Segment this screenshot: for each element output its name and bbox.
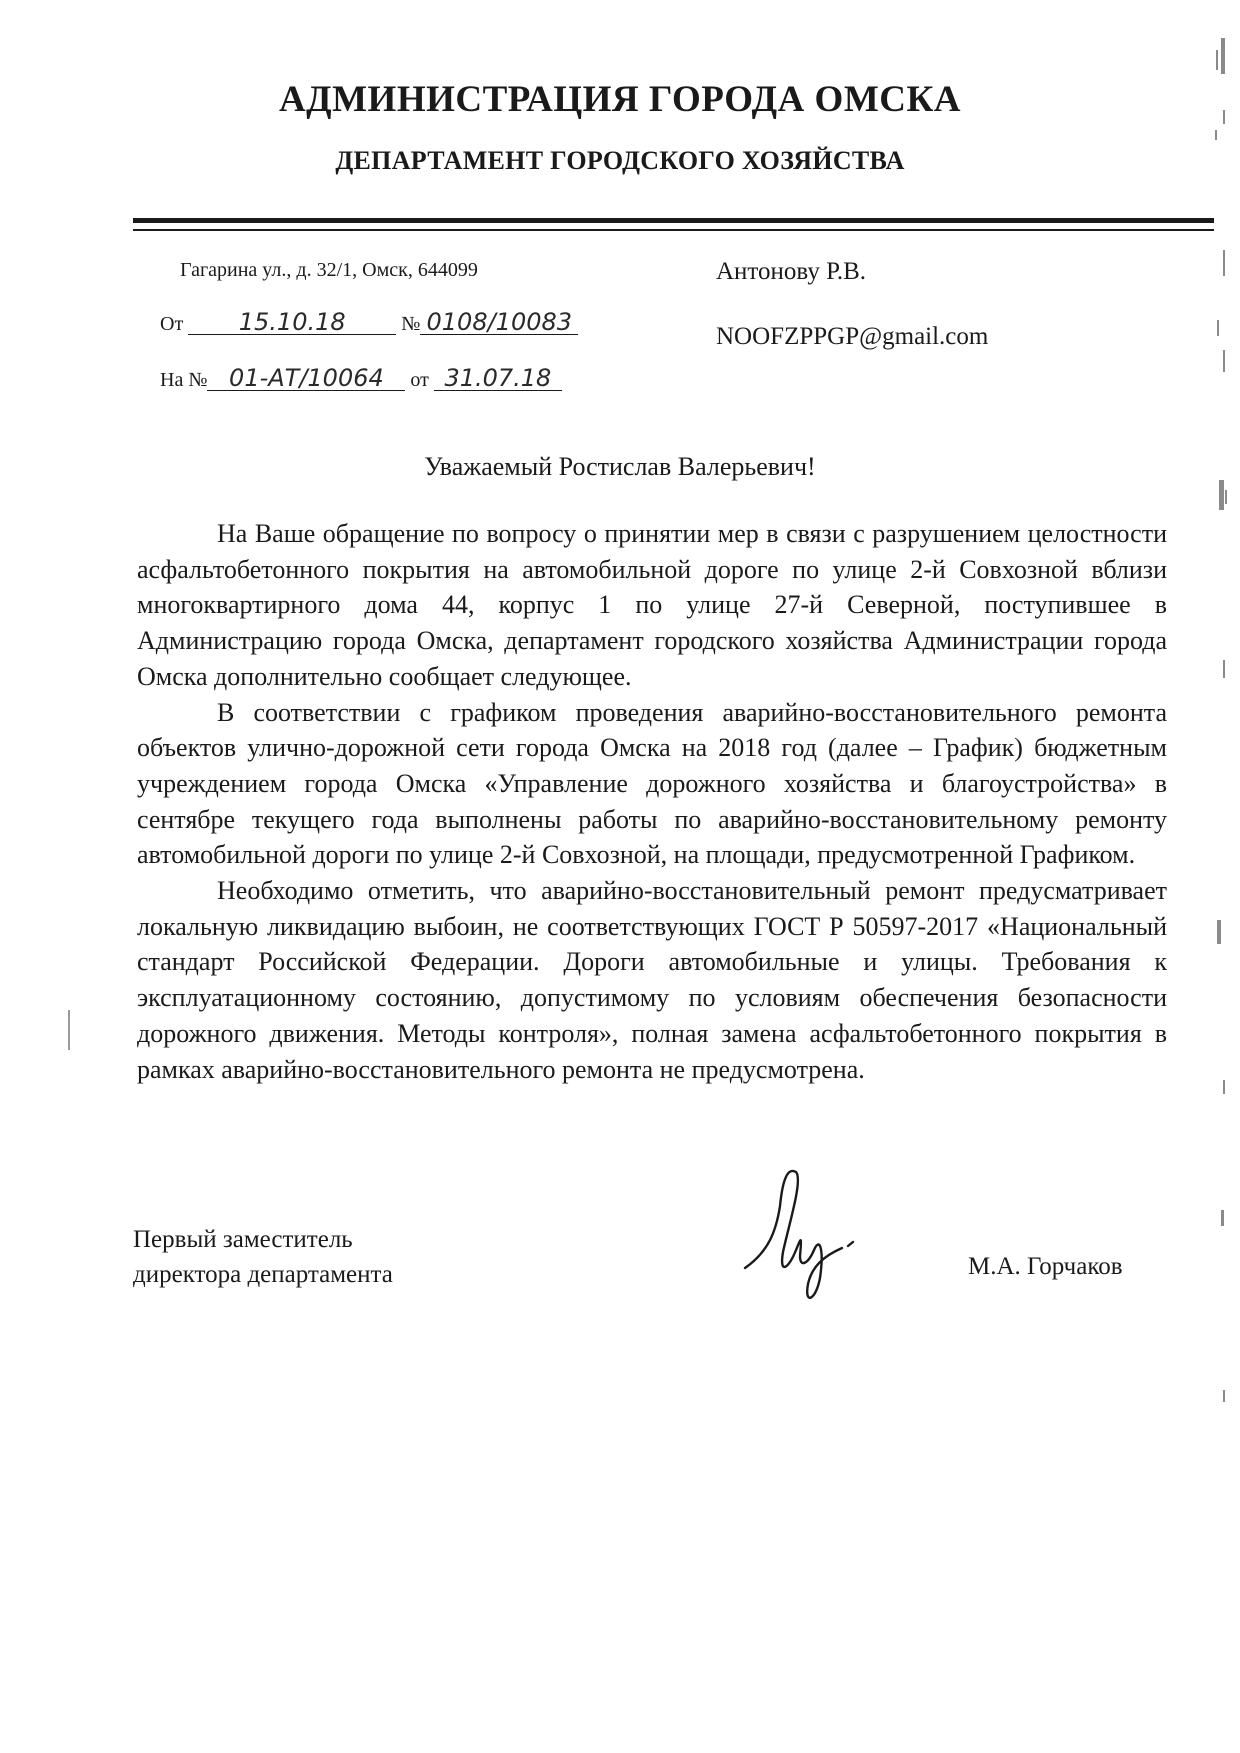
signatory-name: М.А. Горчаков [968, 1253, 1123, 1280]
signatory-position-line: Первый заместитель [133, 1226, 353, 1253]
scan-margin-mark [67, 1010, 71, 1050]
department-title: ДЕПАРТАМЕНТ ГОРОДСКОГО ХОЗЯЙСТВА [335, 146, 905, 175]
outgoing-date: 15.10.18 [188, 310, 396, 335]
header-rule-thick [133, 218, 1214, 223]
letter-body [137, 516, 1167, 1087]
recipient-name: Антонову Р.В. [716, 258, 867, 285]
body-paragraph: В соответствии с графиком проведения аварийно-восстановительного ремонта объектов улично-дорожной сети города Омска на 2018 год (далее – График) бюджетным учреждением города Омска «Управление дорожного хозяйства и благоустройства» в сентябре текущего года выполнены работы по аварийно-восстановительному ремонту автомобильной дороги по улице 2-й Совхозной, на площади, предусмотренной Графиком. [137, 697, 1167, 870]
outgoing-registration [160, 310, 578, 336]
signatory-position-line: директора департамента [133, 1261, 393, 1288]
sender-address: Гагарина ул., д. 32/1, Омск, 644099 [180, 259, 478, 281]
from-label: От [160, 313, 184, 335]
scan-edge-marks [1203, 20, 1233, 1620]
header-rule-thin [133, 229, 1214, 231]
body-paragraph: Необходимо отметить, что аварийно-восстановительный ремонт предусматривает локальную ликвидацию выбоин, не соответствующих ГОСТ Р 50597-2017 «Национальный стандарт Российской Федерации. Дороги автомобильные и улицы. Требования к эксплуатационному состоянию, допустимому по условиям обеспечения безопасности дорожного движения. Методы контроля», полная замена асфальтобетонного покрытия в рамках аварийно-восстановительного ремонта не предусмотрена. [137, 876, 1167, 1084]
body-paragraph: На Ваше обращение по вопросу о принятии мер в связи с разрушением целостности асфальтобетонного покрытия на автомобильной дороге по улице 2-й Совхозной вблизи многоквартирного дома 44, корпус 1 по улице 27-й Северной, поступившее в Администрацию города Омска, департамент городского хозяйства Администрации города Омска дополнительно сообщает следующее. [137, 519, 1167, 691]
handwritten-signature [740, 1160, 865, 1310]
reference-label: На № [160, 369, 208, 391]
organization-title: АДМИНИСТРАЦИЯ ГОРОДА ОМСКА [278, 79, 962, 120]
reference-date: 31.07.18 [434, 366, 562, 391]
recipient-email: NOOFZPPGP@gmail.com [716, 323, 989, 350]
reference-number: 01-АТ/10064 [207, 366, 405, 391]
signatory-position [133, 1222, 393, 1292]
outgoing-number: 0108/10083 [420, 310, 578, 335]
reference-date-label: от [410, 369, 429, 391]
number-label: № [401, 313, 421, 335]
salutation: Уважаемый Ростислав Валерьевич! [424, 452, 816, 481]
reference-registration [160, 366, 562, 392]
